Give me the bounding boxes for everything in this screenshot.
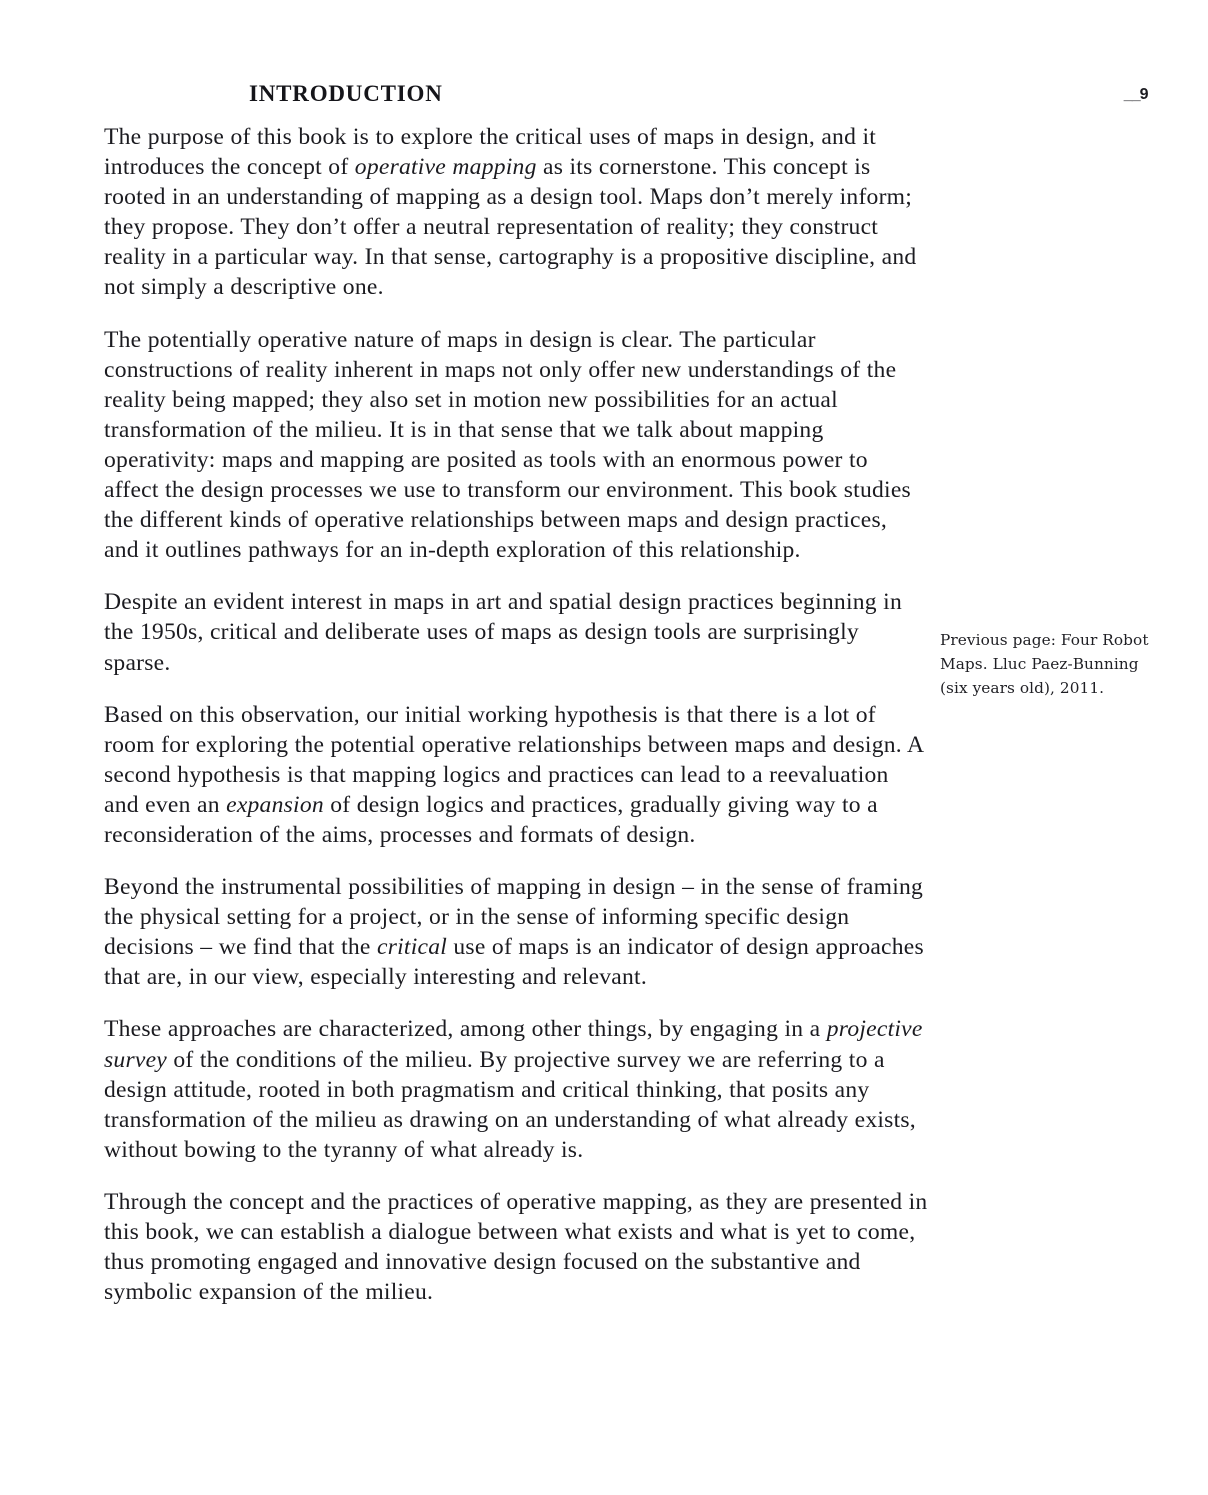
paragraph-text: The purpose of this book is to explore the critical uses of maps in design, and it introduces the concept of (104, 124, 877, 181)
body-paragraph (104, 325, 928, 566)
paragraph-text: of the conditions of the milieu. By projective survey we are referring to a design attitude, rooted in both pragmatism and critical thinking, that posits any transformation of the milieu as drawing on an understanding of what already exists, without bowing to the tyranny of what already is. (104, 1046, 916, 1163)
paragraph-text: Beyond the instrumental possibilities of mapping in design – in the sense of framing the physical setting for a project, or in the sense of informing specific design decisions – we find that the (104, 874, 924, 961)
margin-note-caption: Previous page: Four Robot Maps. Lluc Paez-Bunning (six years old), 2011. (940, 631, 1149, 697)
body-paragraph (104, 700, 928, 850)
emphasized-text: operative mapping (354, 154, 537, 181)
paragraph-text: as its cornerstone. This concept is rooted in an understanding of mapping as a design tool. Maps don’t merely inform; they propose. They don’t offer a neutral representation of reality; they construct reality in a particular way. In that sense, cartography is a propositive discipline, and not simply a descriptive one. (104, 154, 917, 301)
paragraph-text: Despite an evident interest in maps in art and spatial design practices beginning in the 1950s, critical and deliberate uses of maps as design tools are surprisingly sparse. (104, 589, 902, 676)
page-header (0, 80, 1208, 112)
folio (1124, 82, 1148, 108)
emphasized-text: expansion (226, 791, 324, 818)
paragraph-text: These approaches are characterized, among other things, by engaging in a (104, 1016, 827, 1043)
body-text-column (104, 122, 928, 1307)
paragraph-text: use of maps is an indicator of design approaches that are, in our view, especially interesting and relevant. (104, 934, 924, 991)
body-paragraph (104, 1187, 928, 1307)
body-paragraph (104, 1014, 928, 1164)
page-title: INTRODUCTION (249, 81, 443, 106)
paragraph-text: The potentially operative nature of maps in design is clear. The particular constructions of reality inherent in maps not only offer new understandings of the reality being mapped; they also set in motion new possibilities for an actual transformation of the milieu. It is in that sense that we talk about mapping operativity: maps and mapping are posited as tools with an enormous power to affect the design processes we use to transform our environment. This book studies the different kinds of operative relationships between maps and design practices, and it outlines pathways for an in-depth exploration of this relationship. (104, 326, 911, 564)
folio-rule: __ (1123, 86, 1140, 103)
paragraph-text: Based on this observation, our initial working hypothesis is that there is a lot of room for exploring the potential operative relationships between maps and design. A second hypothesis is that mapping logics and practices can lead to a reevaluation and even an (104, 701, 923, 818)
paragraph-text: Through the concept and the practices of operative mapping, as they are presented in this book, we can establish a dialogue between what exists and what is yet to come, thus promoting engaged and innovative design focused on the substantive and symbolic expansion of the milieu. (104, 1188, 928, 1306)
body-paragraph (104, 122, 928, 303)
page-number: 9 (1139, 86, 1148, 103)
body-paragraph (104, 587, 928, 677)
emphasized-text: projective survey (104, 1016, 923, 1073)
emphasized-text: critical (376, 934, 448, 961)
body-paragraph (104, 872, 928, 992)
paragraph-text: of design logics and practices, gradually giving way to a reconsideration of the aims, processes and formats of design. (104, 791, 878, 848)
